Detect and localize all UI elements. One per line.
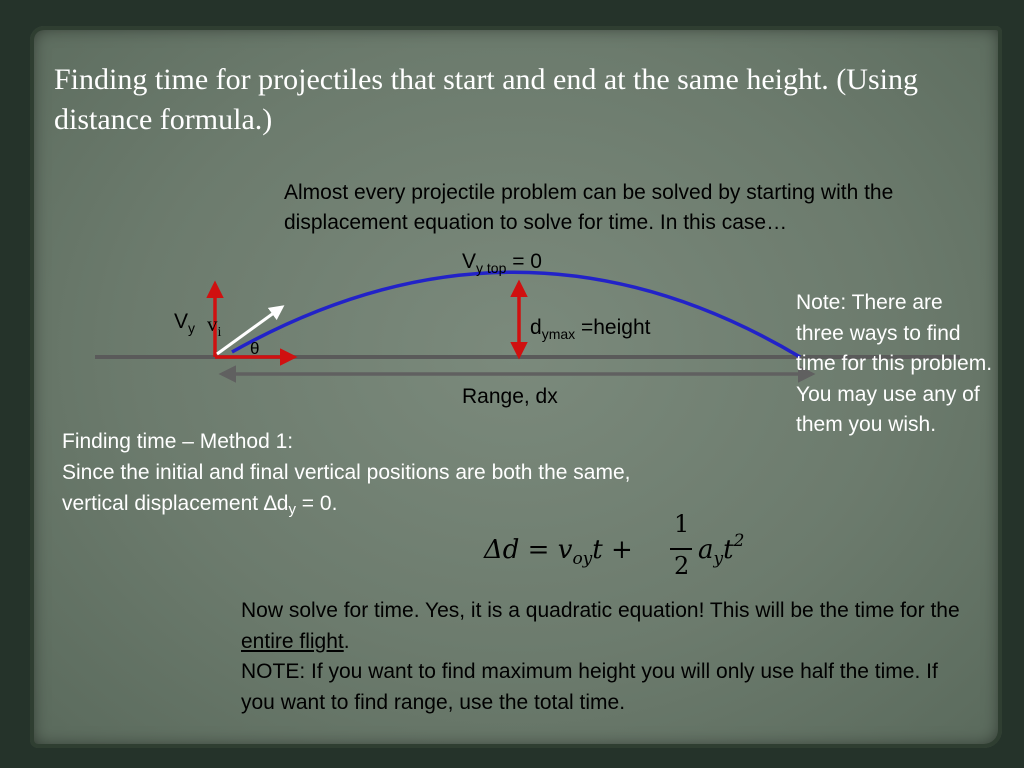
dymax-label <box>530 316 650 340</box>
vi-sub: i <box>217 325 222 340</box>
conclusion-underlined: entire flight <box>241 629 344 653</box>
equation-exp: 2 <box>733 531 745 551</box>
vy-label <box>174 310 195 334</box>
equation-t2: t <box>723 535 734 565</box>
vy-top-base: V <box>462 250 477 273</box>
vy-base: V <box>174 310 189 333</box>
note-text: Note: There are three ways to find time for this problem. You may use any of them you wish. <box>796 291 993 436</box>
vy-top-label <box>462 250 542 274</box>
vy-top-sub: y top <box>476 260 507 276</box>
method-body-sub: y <box>288 501 296 518</box>
vi-base: v <box>207 312 218 336</box>
method-heading: Finding time – Method 1: <box>62 430 294 453</box>
vy-top-rest: = 0 <box>506 250 542 273</box>
intro-text: Almost every projectile problem can be solved by starting with the displacement equation to solve for time. In this case… <box>284 181 894 234</box>
vi-label <box>207 312 222 340</box>
slide-title: Finding time for projectiles that start and end at the same height. (Using distance formula.) <box>54 63 918 136</box>
trajectory-curve <box>232 272 800 357</box>
range-label: Range, dx <box>462 385 558 408</box>
method-body-text: Since the initial and final vertical positions are both the same, vertical displacement ∆d <box>62 461 631 515</box>
displacement-equation <box>484 510 784 590</box>
conclusion-para-1 <box>241 596 961 657</box>
method-text <box>62 426 702 521</box>
dymax-sub: ymax <box>541 326 576 342</box>
conclusion-part2: . <box>343 629 350 653</box>
vy-sub: y <box>188 320 196 336</box>
dymax-base: d <box>530 316 542 339</box>
equation-lhs <box>484 535 633 569</box>
equation-voy-sub: oy <box>572 549 593 569</box>
conclusion-text <box>241 596 961 718</box>
equation-a: a <box>698 535 714 565</box>
equation-rhs <box>698 531 745 569</box>
method-body-end: = 0. <box>295 492 338 515</box>
dymax-rest: =height <box>575 316 651 339</box>
equation-numerator: 1 <box>674 510 690 538</box>
equation-lhs-text: Δd = v <box>484 535 573 565</box>
theta-label: θ <box>250 339 260 358</box>
fraction-bar <box>670 548 692 550</box>
conclusion-part1: Now solve for time. Yes, it is a quadratic equation! This will be the time for the <box>241 599 960 622</box>
equation-a-sub: y <box>713 549 724 569</box>
equation-t: t + <box>592 535 633 565</box>
equation-denominator: 2 <box>674 552 690 580</box>
conclusion-para-2: NOTE: If you want to find maximum height you will only use half the time. If you want to find range, use the total time. <box>241 660 938 714</box>
